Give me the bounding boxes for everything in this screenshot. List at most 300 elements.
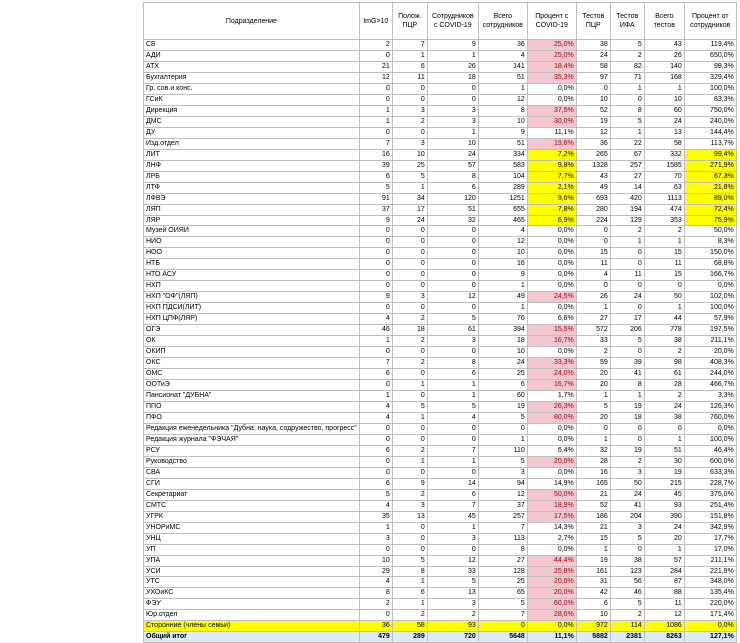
cell-covid-percent: 0,0%: [527, 270, 576, 281]
cell-department: НИО: [144, 237, 360, 248]
cell-total-staff: 6: [478, 380, 527, 391]
cell-total-tests: 43: [644, 40, 684, 51]
cell-pcr-tests: 972: [576, 621, 610, 632]
cell-covid-staff: 0: [427, 467, 478, 478]
cell-tests-percent: 67,3%: [684, 171, 736, 182]
cell-total-staff: 12: [478, 237, 527, 248]
cell-covid-staff: 24: [427, 149, 478, 160]
cell-department: Общий итог: [144, 632, 360, 643]
cell-tests-percent: 100,0%: [684, 83, 736, 94]
cell-covid-percent: 24,0%: [527, 369, 576, 380]
cell-covid-percent: 0,0%: [527, 303, 576, 314]
cell-pcr-positive: 5: [392, 171, 427, 182]
cell-ifa-tests: 0: [610, 434, 644, 445]
table-row: [144, 171, 737, 182]
cell-total-staff: 113: [478, 533, 527, 544]
cell-img10: 5: [359, 489, 392, 500]
cell-department: ДМС: [144, 116, 360, 127]
cell-total-staff: 49: [478, 292, 527, 303]
table-row: [144, 555, 737, 566]
cell-total-tests: 60: [644, 105, 684, 116]
cell-department: Гр. сов.и конс.: [144, 83, 360, 94]
cell-ifa-tests: 14: [610, 182, 644, 193]
cell-tests-percent: 99,4%: [684, 149, 736, 160]
cell-img10: 0: [359, 610, 392, 621]
cell-department: Бухгалтерия: [144, 72, 360, 83]
table-row: [144, 182, 737, 193]
cell-covid-staff: 26: [427, 61, 478, 72]
grand-total-row: [144, 632, 737, 643]
cell-pcr-positive: 0: [392, 347, 427, 358]
cell-department: СБ: [144, 40, 360, 51]
cell-tests-percent: 150,0%: [684, 248, 736, 259]
table-row: [144, 94, 737, 105]
cell-pcr-positive: 24: [392, 215, 427, 226]
cell-pcr-positive: 2: [392, 610, 427, 621]
cell-ifa-tests: 5: [610, 40, 644, 51]
cell-img10: 6: [359, 478, 392, 489]
cell-covid-staff: 1: [427, 127, 478, 138]
cell-pcr-tests: 59: [576, 358, 610, 369]
cell-pcr-positive: 0: [392, 127, 427, 138]
cell-pcr-tests: 1328: [576, 160, 610, 171]
cell-ifa-tests: 27: [610, 171, 644, 182]
cell-pcr-positive: 1: [392, 380, 427, 391]
cell-total-staff: 3: [478, 467, 527, 478]
cell-ifa-tests: 2: [610, 610, 644, 621]
cell-pcr-positive: 2: [392, 116, 427, 127]
cell-covid-percent: 0,0%: [527, 423, 576, 434]
cell-ifa-tests: 2: [610, 226, 644, 237]
cell-department: УСИ: [144, 566, 360, 577]
table-row: [144, 237, 737, 248]
cell-total-tests: 57: [644, 555, 684, 566]
cell-img10: 35: [359, 511, 392, 522]
cell-total-tests: 70: [644, 171, 684, 182]
cell-pcr-tests: 19: [576, 555, 610, 566]
cell-department: УП: [144, 544, 360, 555]
cell-total-staff: 1: [478, 434, 527, 445]
cell-pcr-positive: 0: [392, 369, 427, 380]
cell-img10: 2: [359, 599, 392, 610]
cell-tests-percent: 240,0%: [684, 116, 736, 127]
cell-ifa-tests: 194: [610, 204, 644, 215]
cell-covid-percent: 17,5%: [527, 511, 576, 522]
table-row: [144, 215, 737, 226]
cell-pcr-positive: 1: [392, 50, 427, 61]
cell-img10: 21: [359, 61, 392, 72]
cell-covid-percent: 6,6%: [527, 314, 576, 325]
cell-tests-percent: 0,0%: [684, 281, 736, 292]
cell-covid-staff: 1: [427, 50, 478, 61]
cell-covid-percent: 50,0%: [527, 489, 576, 500]
cell-covid-staff: 0: [427, 259, 478, 270]
cell-img10: 36: [359, 621, 392, 632]
cell-pcr-positive: 2: [392, 314, 427, 325]
cell-ifa-tests: 257: [610, 160, 644, 171]
cell-ifa-tests: 206: [610, 325, 644, 336]
cell-total-tests: 38: [644, 412, 684, 423]
table-row: [144, 369, 737, 380]
cell-pcr-positive: 18: [392, 325, 427, 336]
table-row: [144, 61, 737, 72]
cell-covid-percent: 9,8%: [527, 160, 576, 171]
cell-pcr-positive: 25: [392, 160, 427, 171]
col-header-pcr-positive: Полож. ПЦР: [392, 3, 427, 40]
cell-total-staff: 8: [478, 105, 527, 116]
cell-ifa-tests: 41: [610, 369, 644, 380]
cell-tests-percent: 21,8%: [684, 182, 736, 193]
cell-covid-percent: 37,5%: [527, 105, 576, 116]
cell-pcr-positive: 8: [392, 566, 427, 577]
cell-ifa-tests: 2: [610, 50, 644, 61]
cell-covid-staff: 1: [427, 391, 478, 402]
cell-department: НХП "ОФ"(ЛЯП): [144, 292, 360, 303]
col-header-covid-percent: Процент с COVID-19: [527, 3, 576, 40]
table-row: [144, 423, 737, 434]
cell-pcr-tests: 21: [576, 522, 610, 533]
cell-pcr-tests: 5: [576, 401, 610, 412]
cell-covid-staff: 0: [427, 270, 478, 281]
cell-covid-percent: 20,0%: [527, 588, 576, 599]
cell-pcr-positive: 0: [392, 467, 427, 478]
cell-img10: 0: [359, 347, 392, 358]
table-row: [144, 489, 737, 500]
col-header-tests-percent: Процент от сотрудников: [684, 3, 736, 40]
cell-total-tests: 15: [644, 248, 684, 259]
cell-pcr-positive: 2: [392, 358, 427, 369]
cell-department: УГРК: [144, 511, 360, 522]
cell-tests-percent: 72,4%: [684, 204, 736, 215]
cell-covid-staff: 720: [427, 632, 478, 643]
cell-pcr-tests: 11: [576, 259, 610, 270]
col-header-ifa-tests: Тестов ИФА: [610, 3, 644, 40]
cell-tests-percent: 75,9%: [684, 215, 736, 226]
cell-total-staff: 257: [478, 511, 527, 522]
cell-img10: 16: [359, 149, 392, 160]
cell-total-tests: 390: [644, 511, 684, 522]
cell-pcr-positive: 6: [392, 61, 427, 72]
cell-covid-staff: 0: [427, 248, 478, 259]
cell-covid-staff: 57: [427, 160, 478, 171]
table-row: [144, 72, 737, 83]
cell-total-staff: 0: [478, 621, 527, 632]
cell-pcr-positive: 3: [392, 292, 427, 303]
cell-covid-percent: 19,6%: [527, 138, 576, 149]
cell-img10: 0: [359, 456, 392, 467]
cell-img10: 0: [359, 270, 392, 281]
cell-tests-percent: 228,7%: [684, 478, 736, 489]
table-row: [144, 160, 737, 171]
cell-total-staff: 19: [478, 401, 527, 412]
cell-total-tests: 2: [644, 391, 684, 402]
cell-covid-percent: 28,6%: [527, 610, 576, 621]
cell-covid-staff: 0: [427, 226, 478, 237]
cell-covid-staff: 18: [427, 72, 478, 83]
cell-pcr-positive: 34: [392, 193, 427, 204]
cell-img10: 1: [359, 116, 392, 127]
cell-covid-percent: 44,4%: [527, 555, 576, 566]
cell-total-tests: 15: [644, 270, 684, 281]
cell-ifa-tests: 5: [610, 336, 644, 347]
cell-img10: 0: [359, 248, 392, 259]
cell-pcr-tests: 20: [576, 380, 610, 391]
cell-ifa-tests: 56: [610, 577, 644, 588]
cell-ifa-tests: 0: [610, 544, 644, 555]
cell-covid-percent: 18,4%: [527, 61, 576, 72]
cell-pcr-tests: 10: [576, 94, 610, 105]
cell-department: ЛНФ: [144, 160, 360, 171]
cell-tests-percent: 89,0%: [684, 193, 736, 204]
cell-tests-percent: 100,0%: [684, 303, 736, 314]
cell-total-tests: 44: [644, 314, 684, 325]
cell-department: ГСиК: [144, 94, 360, 105]
cell-total-staff: 51: [478, 138, 527, 149]
cell-department: УХОиКС: [144, 588, 360, 599]
cell-img10: 4: [359, 577, 392, 588]
cell-pcr-tests: 1: [576, 391, 610, 402]
cell-img10: 1: [359, 336, 392, 347]
cell-total-tests: 26: [644, 50, 684, 61]
cell-total-staff: 51: [478, 72, 527, 83]
cell-total-tests: 12: [644, 610, 684, 621]
cell-department: ФЭУ: [144, 599, 360, 610]
table-row: [144, 204, 737, 215]
cell-total-staff: 9: [478, 270, 527, 281]
cell-covid-percent: 0,0%: [527, 347, 576, 358]
table-row: [144, 40, 737, 51]
cell-covid-staff: 9: [427, 40, 478, 51]
cell-img10: 37: [359, 204, 392, 215]
cell-total-staff: 1: [478, 83, 527, 94]
cell-pcr-positive: 6: [392, 588, 427, 599]
cell-total-staff: 7: [478, 610, 527, 621]
cell-ifa-tests: 18: [610, 412, 644, 423]
cell-pcr-positive: 0: [392, 434, 427, 445]
cell-img10: 0: [359, 434, 392, 445]
cell-img10: 0: [359, 127, 392, 138]
cell-covid-percent: 7,8%: [527, 204, 576, 215]
cell-pcr-positive: 0: [392, 237, 427, 248]
cell-ifa-tests: 420: [610, 193, 644, 204]
cell-covid-percent: 15,5%: [527, 325, 576, 336]
cell-pcr-tests: 0: [576, 423, 610, 434]
cell-pcr-tests: 1: [576, 544, 610, 555]
cell-covid-staff: 12: [427, 292, 478, 303]
cell-tests-percent: 221,9%: [684, 566, 736, 577]
cell-total-staff: 4: [478, 50, 527, 61]
cell-department: Редакция журнала "ФЭЧАЯ": [144, 434, 360, 445]
cell-total-tests: 1113: [644, 193, 684, 204]
cell-tests-percent: 633,3%: [684, 467, 736, 478]
cell-pcr-tests: 97: [576, 72, 610, 83]
cell-department: Изд.отдел: [144, 138, 360, 149]
cell-pcr-tests: 15: [576, 533, 610, 544]
cell-img10: 46: [359, 325, 392, 336]
cell-pcr-positive: 0: [392, 248, 427, 259]
cell-department: НХП ЦПФ(ЛЯР): [144, 314, 360, 325]
table-row: [144, 347, 737, 358]
table-row: [144, 149, 737, 160]
cell-pcr-positive: 3: [392, 138, 427, 149]
cell-pcr-positive: 2: [392, 489, 427, 500]
cell-pcr-positive: 0: [392, 259, 427, 270]
cell-pcr-positive: 0: [392, 281, 427, 292]
cell-tests-percent: 600,0%: [684, 456, 736, 467]
cell-img10: 4: [359, 314, 392, 325]
cell-ifa-tests: 46: [610, 588, 644, 599]
cell-department: Секретариат: [144, 489, 360, 500]
cell-pcr-positive: 1: [392, 412, 427, 423]
cell-covid-percent: 0,0%: [527, 467, 576, 478]
cell-tests-percent: 251,4%: [684, 500, 736, 511]
cell-total-tests: 45: [644, 489, 684, 500]
cell-pcr-tests: 2: [576, 347, 610, 358]
cell-total-staff: 36: [478, 40, 527, 51]
cell-pcr-tests: 38: [576, 40, 610, 51]
cell-total-staff: 12: [478, 94, 527, 105]
cell-pcr-tests: 1: [576, 303, 610, 314]
cell-ifa-tests: 0: [610, 259, 644, 270]
cell-total-staff: 465: [478, 215, 527, 226]
cell-ifa-tests: 2381: [610, 632, 644, 643]
cell-ifa-tests: 8: [610, 105, 644, 116]
cell-covid-percent: 16,7%: [527, 380, 576, 391]
cell-pcr-tests: 33: [576, 336, 610, 347]
cell-pcr-tests: 6: [576, 599, 610, 610]
cell-ifa-tests: 1: [610, 127, 644, 138]
cell-ifa-tests: 11: [610, 270, 644, 281]
cell-total-staff: 5: [478, 456, 527, 467]
cell-covid-percent: 18,9%: [527, 500, 576, 511]
cell-covid-percent: 24,5%: [527, 292, 576, 303]
cell-department: УНОРиМС: [144, 522, 360, 533]
cell-ifa-tests: 67: [610, 149, 644, 160]
cell-covid-percent: 0,0%: [527, 83, 576, 94]
cell-tests-percent: 119,4%: [684, 40, 736, 51]
cell-pcr-positive: 2: [392, 336, 427, 347]
cell-department: ДУ: [144, 127, 360, 138]
cell-img10: 2: [359, 40, 392, 51]
cell-covid-staff: 0: [427, 237, 478, 248]
table-row: [144, 336, 737, 347]
cell-covid-percent: 9,6%: [527, 193, 576, 204]
cell-total-staff: 18: [478, 336, 527, 347]
cell-ifa-tests: 71: [610, 72, 644, 83]
cell-covid-percent: 0,0%: [527, 434, 576, 445]
cell-department: ЛЯР: [144, 215, 360, 226]
cell-department: ООТиЭ: [144, 380, 360, 391]
cell-pcr-positive: 58: [392, 621, 427, 632]
cell-pcr-positive: 9: [392, 478, 427, 489]
cell-department: Дирекция: [144, 105, 360, 116]
cell-pcr-tests: 186: [576, 511, 610, 522]
table-row: [144, 270, 737, 281]
cell-covid-staff: 2: [427, 610, 478, 621]
cell-total-staff: 1251: [478, 193, 527, 204]
table-row: [144, 50, 737, 61]
cell-pcr-tests: 224: [576, 215, 610, 226]
cell-tests-percent: 171,4%: [684, 610, 736, 621]
cell-tests-percent: 83,3%: [684, 94, 736, 105]
cell-tests-percent: 144,4%: [684, 127, 736, 138]
table-row: [144, 434, 737, 445]
cell-pcr-tests: 28: [576, 456, 610, 467]
cell-total-tests: 24: [644, 401, 684, 412]
cell-pcr-tests: 52: [576, 105, 610, 116]
cell-pcr-positive: 1: [392, 456, 427, 467]
cell-tests-percent: 750,0%: [684, 105, 736, 116]
cell-total-staff: 5: [478, 412, 527, 423]
cell-covid-percent: 1,7%: [527, 391, 576, 402]
cell-covid-staff: 33: [427, 566, 478, 577]
cell-img10: 1: [359, 391, 392, 402]
cell-department: Юр.отдел: [144, 610, 360, 621]
cell-department: Руководство: [144, 456, 360, 467]
cell-covid-staff: 4: [427, 412, 478, 423]
cell-pcr-positive: 0: [392, 83, 427, 94]
cell-covid-percent: 14,9%: [527, 478, 576, 489]
cell-tests-percent: 342,9%: [684, 522, 736, 533]
cell-total-staff: 25: [478, 369, 527, 380]
cell-pcr-tests: 5882: [576, 632, 610, 643]
cell-covid-percent: 0,0%: [527, 226, 576, 237]
table-row: [144, 522, 737, 533]
cell-pcr-tests: 36: [576, 138, 610, 149]
cell-tests-percent: 127,1%: [684, 632, 736, 643]
cell-covid-percent: 33,3%: [527, 358, 576, 369]
cell-covid-percent: 20,0%: [527, 456, 576, 467]
cell-total-staff: 334: [478, 149, 527, 160]
cell-covid-percent: 25,0%: [527, 50, 576, 61]
cell-department: ПФО: [144, 412, 360, 423]
cell-covid-percent: 0,0%: [527, 248, 576, 259]
cell-covid-staff: 1: [427, 522, 478, 533]
cell-total-tests: 332: [644, 149, 684, 160]
cell-total-staff: 128: [478, 566, 527, 577]
cell-total-staff: 10: [478, 347, 527, 358]
cell-img10: 10: [359, 555, 392, 566]
cell-ifa-tests: 19: [610, 401, 644, 412]
cell-department: НХП: [144, 281, 360, 292]
cell-tests-percent: 650,0%: [684, 50, 736, 61]
cell-total-tests: 98: [644, 358, 684, 369]
cell-pcr-positive: 0: [392, 423, 427, 434]
table-row: [144, 138, 737, 149]
table-row: [144, 467, 737, 478]
cell-covid-staff: 0: [427, 83, 478, 94]
cell-total-tests: 1585: [644, 160, 684, 171]
cell-img10: 479: [359, 632, 392, 643]
cell-total-staff: 16: [478, 259, 527, 270]
table-row: [144, 116, 737, 127]
cell-pcr-positive: 0: [392, 94, 427, 105]
table-row: [144, 248, 737, 259]
cell-total-staff: 583: [478, 160, 527, 171]
table-row: [144, 412, 737, 423]
cell-ifa-tests: 204: [610, 511, 644, 522]
cell-covid-percent: 25,0%: [527, 40, 576, 51]
cell-covid-staff: 120: [427, 193, 478, 204]
cell-total-tests: 0: [644, 423, 684, 434]
cell-ifa-tests: 1: [610, 237, 644, 248]
cell-tests-percent: 135,4%: [684, 588, 736, 599]
cell-ifa-tests: 8: [610, 380, 644, 391]
cell-tests-percent: 17,0%: [684, 544, 736, 555]
cell-total-tests: 20: [644, 533, 684, 544]
cell-img10: 5: [359, 182, 392, 193]
cell-tests-percent: 244,0%: [684, 369, 736, 380]
